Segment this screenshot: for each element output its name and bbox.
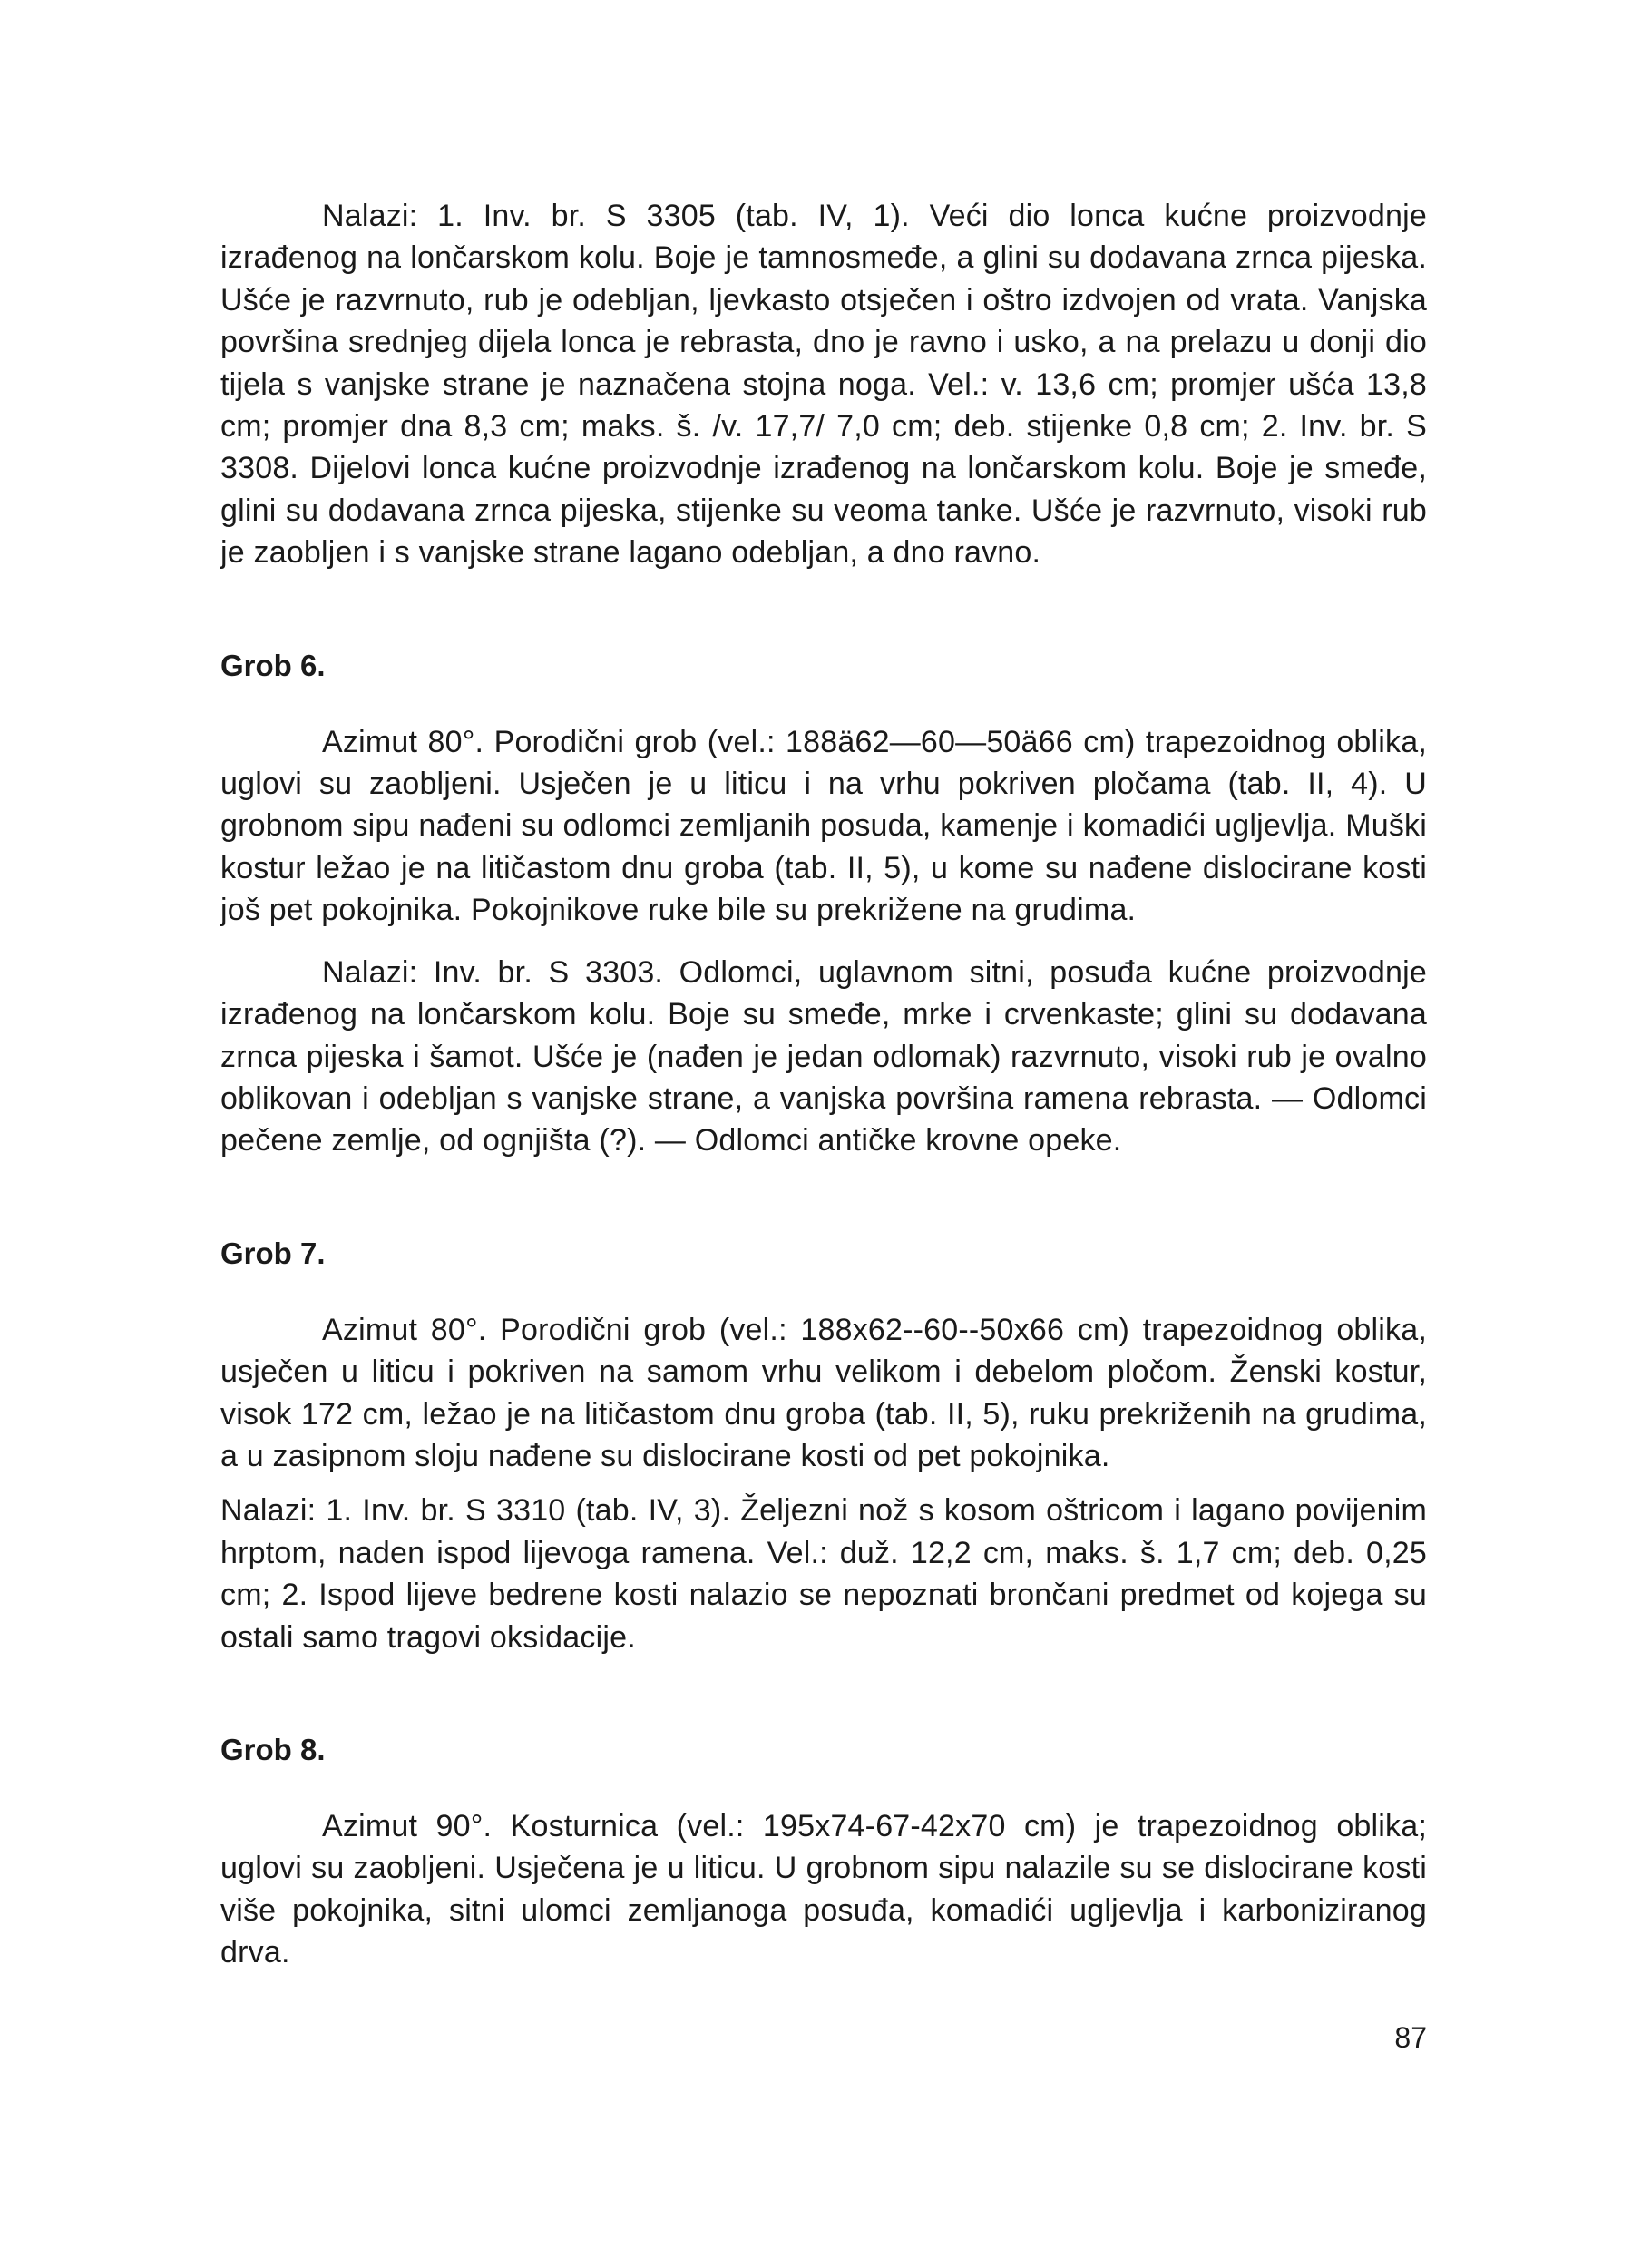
paragraph-grave-6-description: Azimut 80°. Porodični grob (vel.: 188ä62—60—50ä66 cm) trapezoidnog oblika, uglovi su zaobljeni. Usječen je u liticu i na vrhu pokriven pločama (tab. II, 4). U grobnom sipu nađeni su odlomci zemljanih posuda, kamenje i komadići ugljevlja. Muški kostur ležao je na litičastom dnu groba (tab. II, 5), u kome su nađene dislocirane kosti još pet pokojnika. Pokojnikove ruke bile su prekrižene na grudima. — [220, 724, 1427, 928]
heading-grob-8: Grob 8. — [220, 1732, 326, 1766]
page-number: 87 — [1394, 2021, 1427, 2054]
page-body — [220, 195, 1427, 1974]
heading-grob-7: Grob 7. — [220, 1236, 326, 1270]
heading-grob-6: Grob 6. — [220, 648, 326, 682]
paragraph-grave-7-description: Azimut 80°. Porodični grob (vel.: 188x62--60--50x66 cm) trapezoidnog oblika, usječen u liticu i pokriven na samom vrhu velikom i debelom pločom. Ženski kostur, visok 172 cm, ležao je na litičastom dnu groba (tab. II, 5), ruku prekriženih na grudima, a u zasipnom sloju nađene su dislocirane kosti od pet pokojnika. — [220, 1312, 1427, 1473]
paragraph-grave-8-description: Azimut 90°. Kosturnica (vel.: 195x74-67-42x70 cm) je trapezoidnog oblika; uglovi su zaobljeni. Usječena je u liticu. U grobnom sipu nalazile su se dislocirane kosti više pokojnika, sitni ulomci zemljanoga posuđa, komadići ugljevlja i karboniziranog drva. — [220, 1808, 1427, 1970]
paragraph-findings-grave-5: Nalazi: 1. Inv. br. S 3305 (tab. IV, 1). Veći dio lonca kućne proizvodnje izrađenog na lončarskom kolu. Boje je tamnosmeđe, a glini su dodavana zrnca pijeska. Ušće je razvrnuto, rub je odebljan, ljevkasto otsječen i oštro izdvojen od vrata. Vanjska površina srednjeg dijela lonca je rebrasta, dno je ravno i usko, a na prelazu u donji dio tijela s vanjske strane je naznačena stojna noga. Vel.: v. 13,6 cm; promjer ušća 13,8 cm; promjer dna 8,3 cm; maks. š. /v. 17,7/ 7,0 cm; deb. stijenke 0,8 cm; 2. Inv. br. S 3308. Dijelovi lonca kućne proizvodnje izrađenog na lončarskom kolu. Boje je smeđe, glini su dodavana zrnca pijeska, stijenke su veoma tanke. Ušće je razvrnuto, visoki rub je zaobljen i s vanjske strane lagano odebljan, a dno ravno. — [220, 199, 1427, 571]
paragraph-findings-grave-6: Nalazi: Inv. br. S 3303. Odlomci, uglavnom sitni, posuđa kućne proizvodnje izrađenog na lončarskom kolu. Boje su smeđe, mrke i crvenkaste; glini su dodavana zrnca pijeska i šamot. Ušće je (nađen je jedan odlomak) razvrnuto, visoki rub je ovalno oblikovan i odebljan s vanjske strane, a vanjska površina ramena rebrasta. — Odlomci pečene zemlje, od ognjišta (?). — Odlomci antičke krovne opeke. — [220, 954, 1427, 1158]
paragraph-findings-grave-7: Nalazi: 1. Inv. br. S 3310 (tab. IV, 3). Željezni nož s kosom oštricom i lagano povijenim hrptom, naden ispod lijevoga ramena. Vel.: duž. 12,2 cm, maks. š. 1,7 cm; deb. 0,25 cm; 2. Ispod lijeve bedrene kosti nalazio se nepoznati brončani predmet od kojega su ostali samo tragovi oksidacije. — [220, 1493, 1427, 1655]
